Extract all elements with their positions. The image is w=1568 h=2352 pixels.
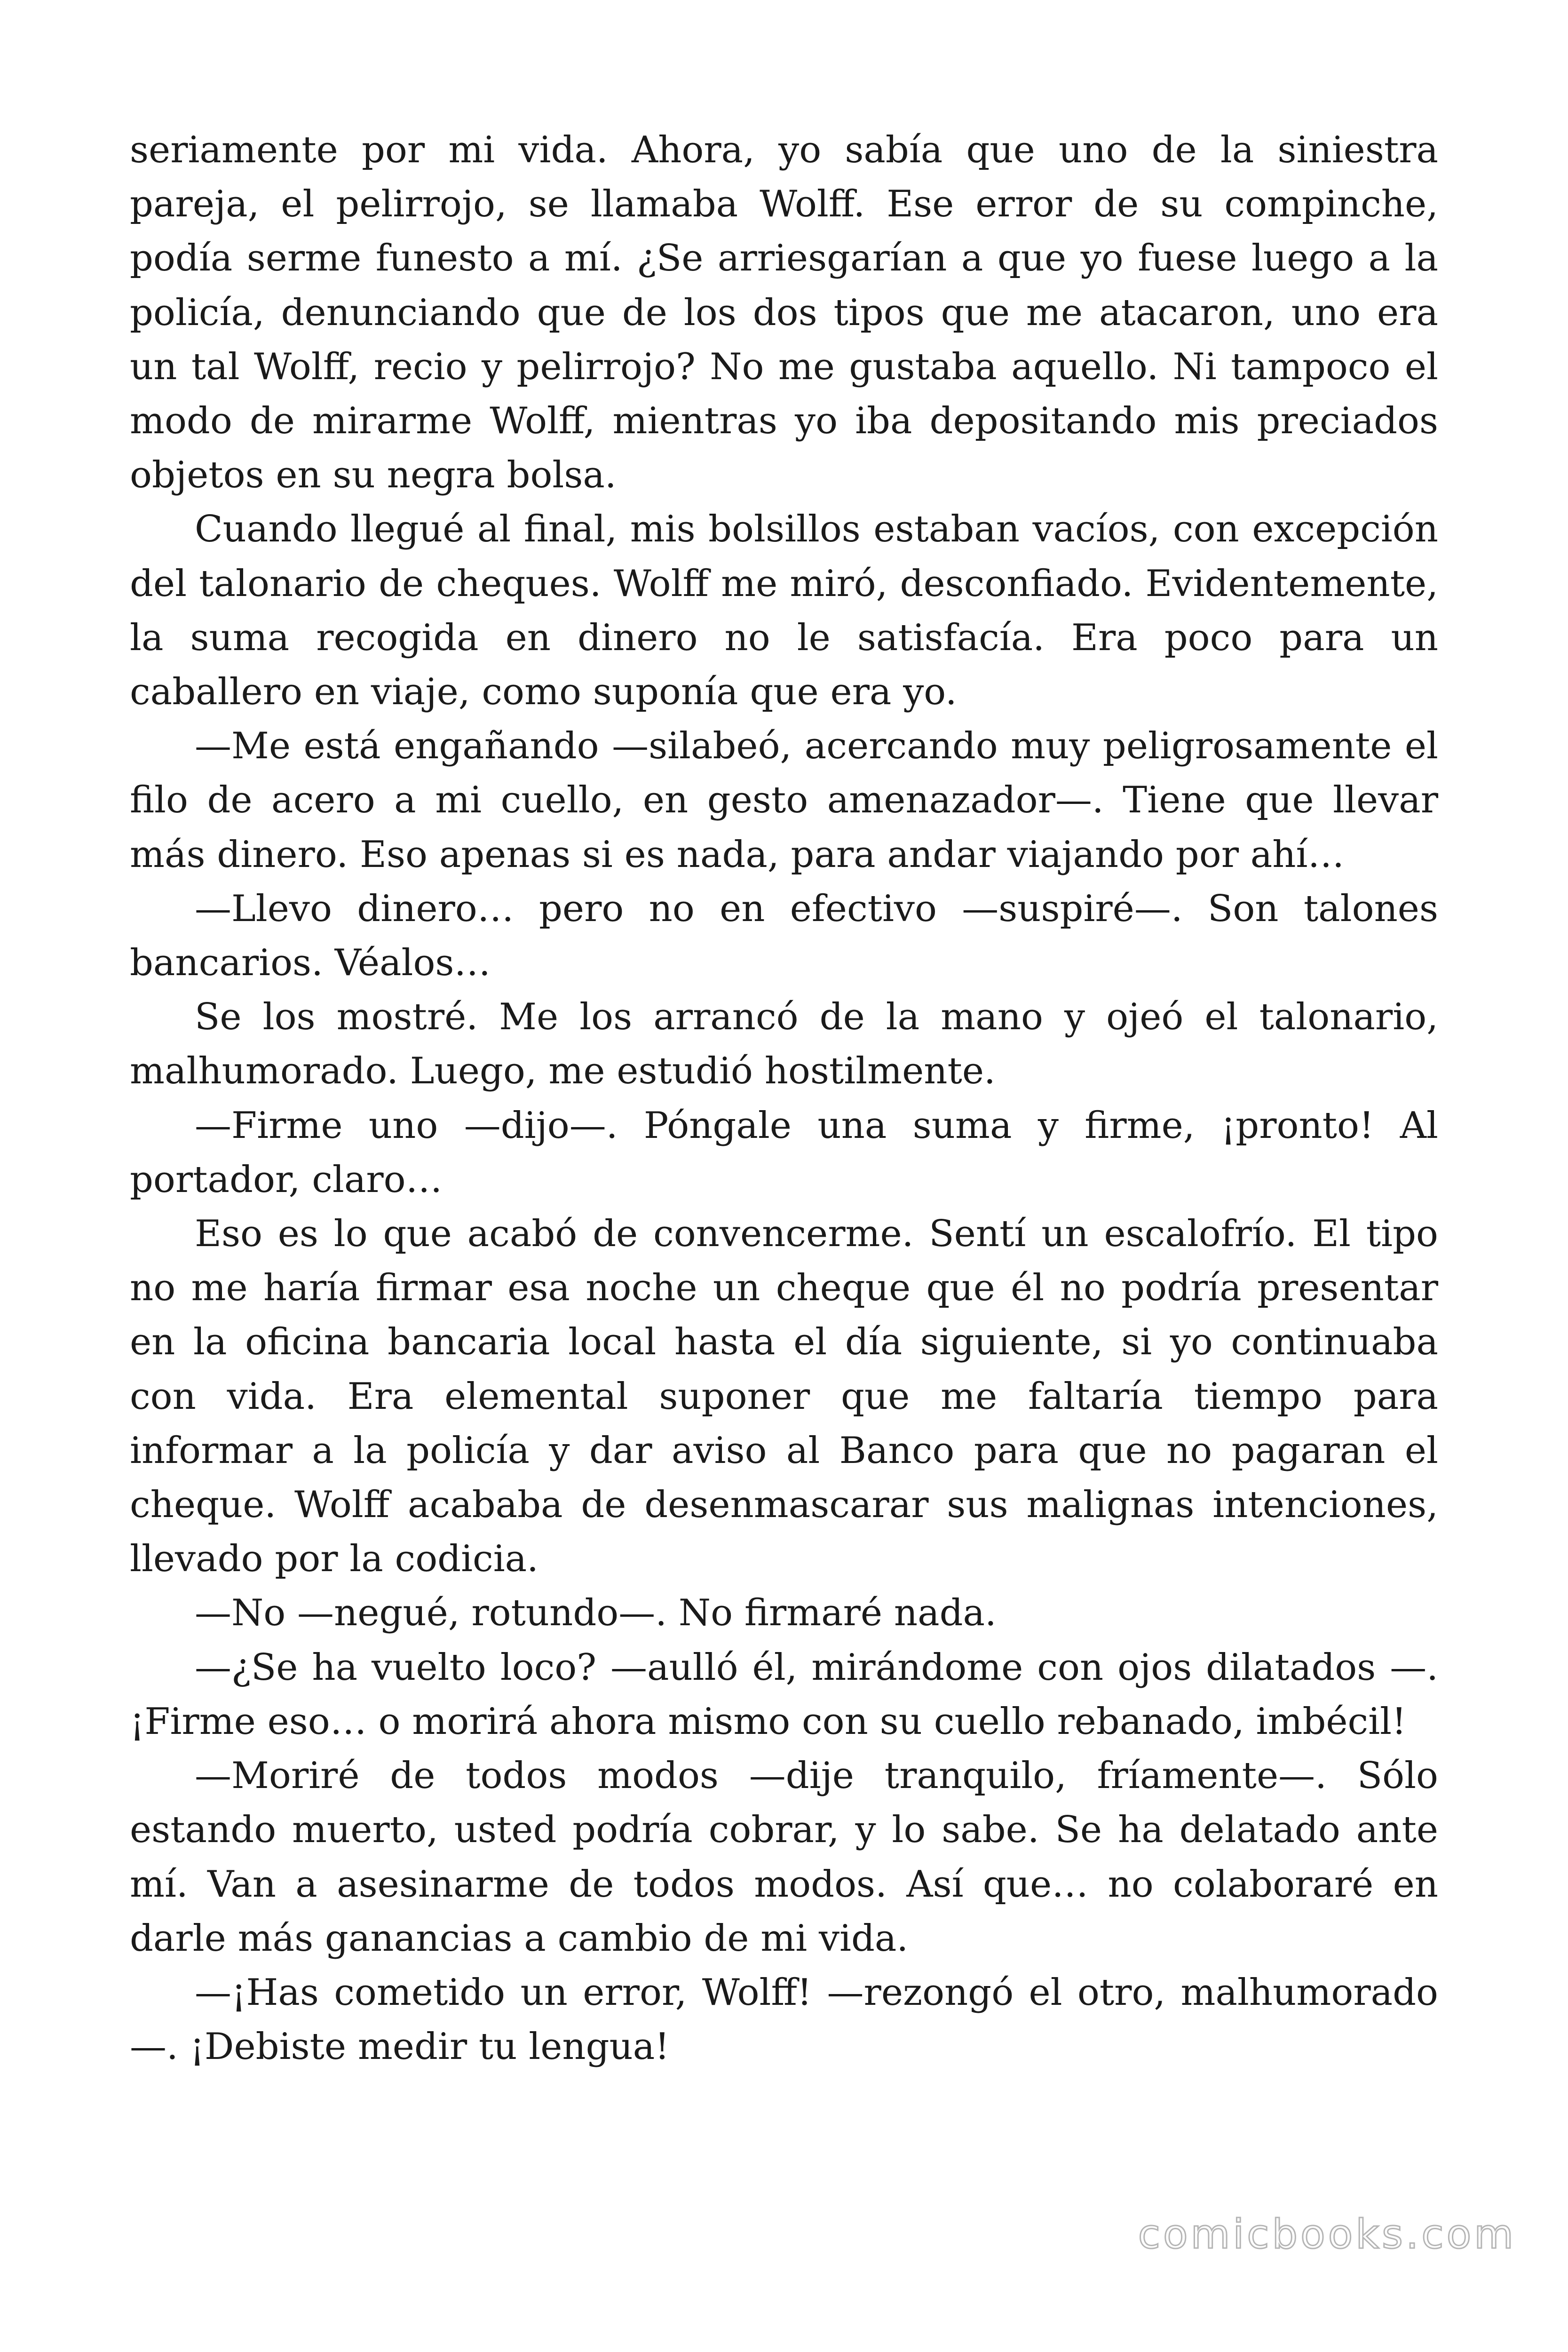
paragraph: —Moriré de todos modos —dije tranquilo, fríamente—. Sólo estando muerto, usted podría cobrar, y lo sabe. Se ha delatado ante mí. Van a asesinarme de todos modos. Así que… no colaboraré en darle más ganancias a cambio de mi vida.	[130, 1755, 1438, 1960]
watermark: comicbooks.com	[1138, 2211, 1516, 2258]
body-text	[130, 123, 1438, 2074]
paragraph: —¿Se ha vuelto loco? —aulló él, mirándome con ojos dilatados —. ¡Firme eso… o morirá ahora mismo con su cuello rebanado, imbécil!	[130, 1646, 1438, 1743]
paragraph: —¡Has cometido un error, Wolff! —rezongó el otro, malhumorado—. ¡Debiste medir tu lengua!	[130, 1971, 1438, 2068]
paragraph: —Me está engañando —silabeó, acercando muy peligrosamente el filo de acero a mi cuello, en gesto amenazador—. Tiene que llevar más dinero. Eso apenas si es nada, para andar viajando por ahí…	[130, 725, 1438, 876]
paragraph: Cuando llegué al final, mis bolsillos estaban vacíos, con excepción del talonario de cheques. Wolff me miró, desconfiado. Evidentemente, la suma recogida en dinero no le satisfacía. Era poco para un caballero en viaje, como suponía que era yo.	[130, 508, 1438, 714]
paragraph-continued: seriamente por mi vida. Ahora, yo sabía que uno de la siniestra pareja, el pelirrojo, se llamaba Wolff. Ese error de su compinche, podía serme funesto a mí. ¿Se arriesgarían a que yo fuese luego a la policía, denunciando que de los dos tipos que me atacaron, uno era un tal Wolff, recio y pelirrojo? No me gustaba aquello. Ni tampoco el modo de mirarme Wolff, mientras yo iba depositando mis preciados objetos en su negra bolsa.	[130, 129, 1438, 497]
paragraph: —Llevo dinero… pero no en efectivo —suspiré—. Son talones bancarios. Véalos…	[130, 887, 1438, 985]
paragraph: Eso es lo que acabó de convencerme. Sentí un escalofrío. El tipo no me haría firmar esa noche un cheque que él no podría presentar en la oficina bancaria local hasta el día siguiente, si yo continuaba con vida. Era elemental suponer que me faltaría tiempo para informar a la policía y dar aviso al Banco para que no pagaran el cheque. Wolff acababa de desenmascarar sus malignas intenciones, llevado por la codicia.	[130, 1213, 1438, 1581]
paragraph: Se los mostré. Me los arrancó de la mano y ojeó el talonario, malhumorado. Luego, me estudió hostilmente.	[130, 996, 1438, 1093]
paragraph: —Firme uno —dijo—. Póngale una suma y firme, ¡pronto! Al portador, claro…	[130, 1104, 1438, 1201]
paragraph: —No —negué, rotundo—. No firmaré nada.	[195, 1592, 997, 1635]
